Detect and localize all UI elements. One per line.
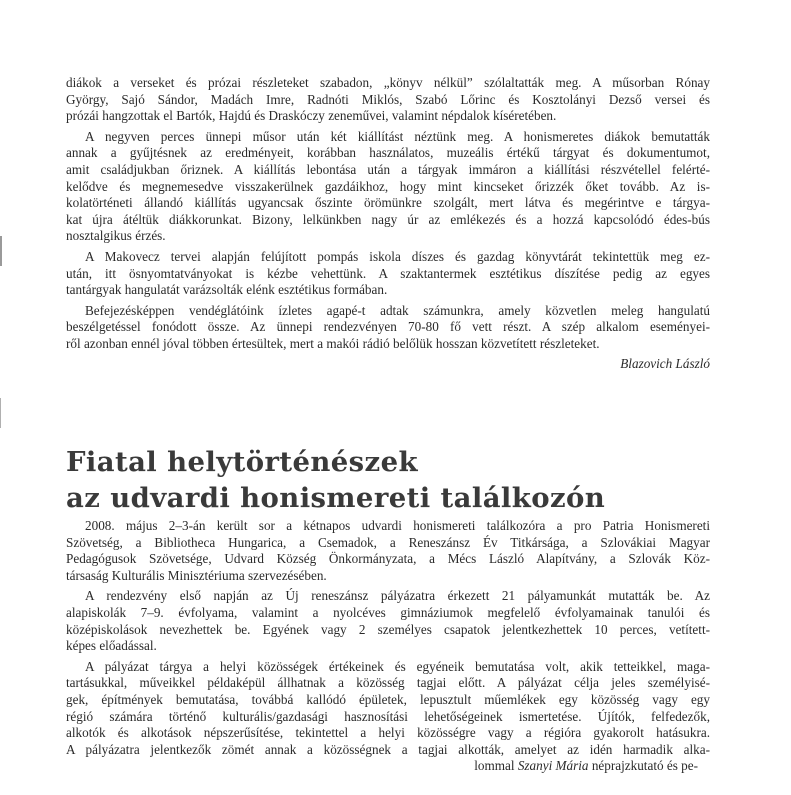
paragraph [66,249,710,299]
text-line: A pályázatra jelentkezők zömét annak a közösségnek a tagjai alkották, amelyet az idén harmadik alka- [66,741,710,757]
text-line: A rendezvény első napján az Új reneszánsz pályázatra érkezett 21 pályamunkát mutatták be. Az [85,588,710,604]
text-line: nosztalgikus érzés. [66,228,166,244]
paragraph [66,129,710,245]
text-line: képes előadással. [66,638,157,654]
scan-edge-mark [0,236,2,266]
text-line: ről azonban ennél jóval többen értesültek, mert a makói rádió belőlük hosszan közvetített részleteket. [66,335,600,351]
text-line: diákok a verseket és prózai részleteket szabadon, „könyv nélkül” szólaltatták meg. A műsorban Rónay [66,75,710,90]
text-line: gek, építmények bemutatása, továbbá kallódó épületek, lepusztult műemlékek egy közösség vagy egy [66,691,710,707]
text-line: kat újra átéltük diákkorunkat. Bizony, lelkünkben nagy úr az emlékezés és a hozzá kapcsolódó édes-bús [66,211,710,227]
text-line: 2008. május 2–3-án került sor a kétnapos udvardi honismereti találkozóra a pro Patria Honismereti [85,518,710,533]
scan-edge-mark [0,398,1,428]
previous-article-body [66,75,710,372]
text-line: kolatörténeti állandó kiállítás ugyancsak őszinte örömünkre szolgált, mert látva és megérintve e tárgya- [66,195,710,211]
text-line: társaság Kulturális Minisztériuma szervezésében. [66,567,327,583]
text-line: után, itt ösnyomtatványokat is kézbe vehettünk. A szaktantermek esztétikus díszítése pedig az egyes [66,265,710,281]
article-body [66,518,710,779]
person-name: Szanyi Mária [517,758,589,774]
text-line: régió számára történő kulturális/gazdasági hasznosítási lehetőségeinek ismertetése. Újítók, felfedezők, [66,708,710,724]
text-line: alapiskolák 7–9. évfolyama, valamint a nyolcéves gimnáziumok megfelelő évfolyamainak tanulói és [66,604,710,620]
text-line: kelődve és megnemesedve visszakerülnek gazdáikhoz, hogy mint kincseket őrizzék őket tovább. Az is- [66,178,710,194]
text-line: Befejezésképpen vendéglátóink ízletes agapé-t adtak számunkra, amely közvetlen meleg hangulatú [85,302,710,318]
article-title-line-1: Fiatal helytörténészek [66,446,418,478]
article-title-line-2: az udvardi honismereti találkozón [66,482,606,514]
paragraph [66,303,710,353]
text-line: alkotók és alkotások népszerűsítése, tekintettel a helyi közösségre vagy a régióra gyakorolt hatásukra. [66,725,710,741]
text-line: középiskolások nevezhettek be. Egyének vagy 2 személyes csapatok jelentkezhettek 10 perces, vetített- [66,621,710,637]
text-line: Pedagógusok Szövetsége, Udvard Község Önkormányzata, a Mécs László Alapítvány, a Szlovák Köz- [66,551,710,567]
paragraph [66,75,710,125]
text-line: tartásukkal, műveikkel példaképül állhatnak a közösség tagjai előtt. A pályázat célja jeles személyisé- [66,675,710,691]
text-line: amit családjukban őriznek. A kiállítás lebontása után a tárgyak immáron a kiállítási részvétellel felérté- [66,161,710,177]
text-line: Szövetség, a Bibliotheca Hungarica, a Csemadok, a Reneszánsz Év Titkársága, a Szlovákiai Magyar [66,534,710,550]
text-line: lommal Szanyi Mária néprajzkutató és pe- [474,758,698,774]
paragraph [66,659,710,775]
paragraph [66,518,710,584]
text-line: A Makovecz tervei alapján felújított pompás iskola díszes és gazdag könyvtárát tekintettük meg ez- [85,248,710,264]
text-line: A pályázat tárgya a helyi közösségek értékeinek és egyéneik bemutatása volt, akik tetteikkel, maga- [85,658,710,674]
paragraph [66,588,710,654]
text-line: prózái hangzottak el Bartók, Hajdú és Draskóczy zeneművei, valamint népdalok kíséretében. [66,108,557,124]
author-signature: Blazovich László [620,355,710,371]
article-title [66,444,605,516]
text-line: A negyven perces ünnepi műsor után két kiállítást néztünk meg. A honismeretes diákok bemutatták [85,128,710,144]
text-line: tantárgyak hangulatát varázsolták elénk esztétikus formában. [66,282,388,298]
text-line: beszélgetéssel fonódott össze. Az ünnepi rendezvényen 70-80 fő vett részt. A szép alkalom eseményei- [66,319,710,335]
text-line: György, Sajó Sándor, Madách Imre, Radnóti Miklós, Szabó Lőrinc és Kosztolányi Dezső versei és [66,91,710,107]
text-line: annak a gyűjtésnek az eredményeit, korábban használatos, muzeális értékű tárgyat és dokumentumot, [66,145,710,161]
